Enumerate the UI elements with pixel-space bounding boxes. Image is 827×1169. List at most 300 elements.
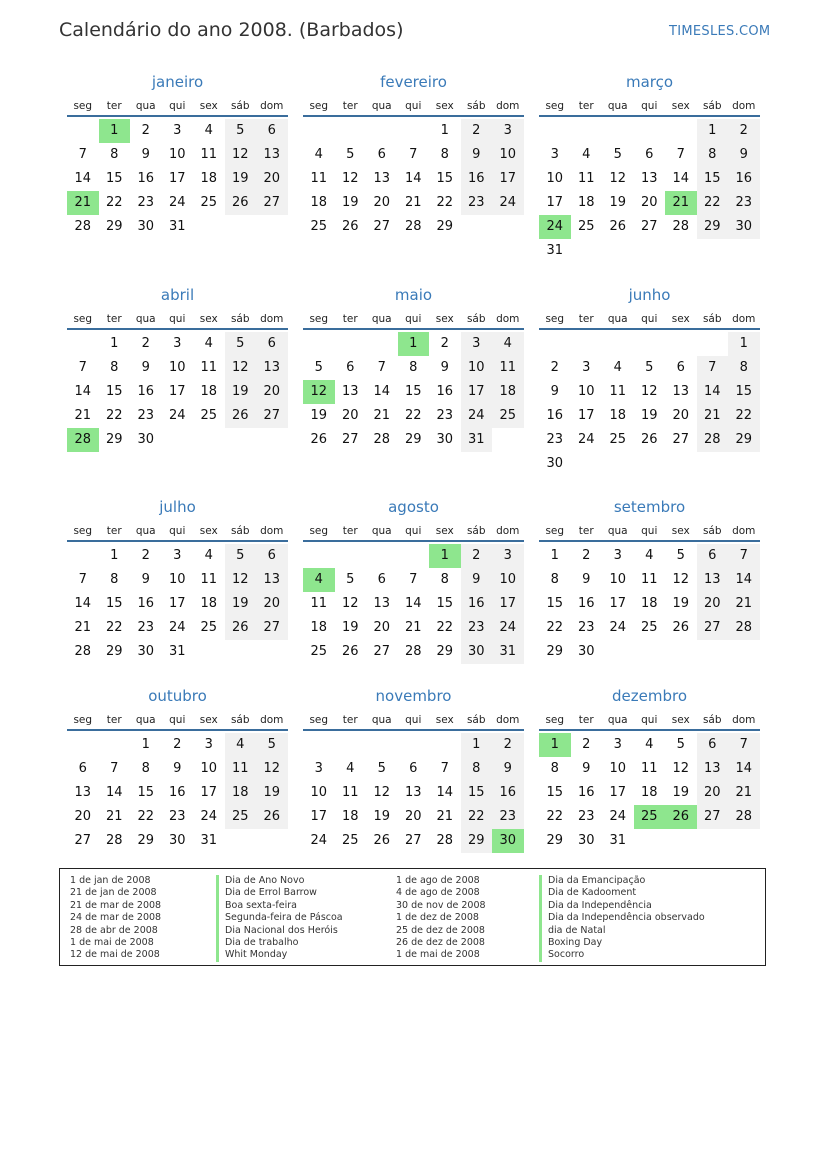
day-cell: 12	[373, 785, 391, 800]
day-cell: 21	[728, 781, 760, 805]
day-cell: 24	[609, 809, 627, 824]
day-cell: 23	[461, 191, 493, 215]
day-cell: 16	[546, 408, 564, 423]
day-cell: 24	[492, 616, 524, 640]
empty-cell	[256, 428, 288, 452]
day-cell: 25	[225, 805, 257, 829]
day-cell: 1	[110, 336, 119, 351]
day-cell: 2	[582, 737, 591, 752]
day-cell: 9	[440, 360, 449, 375]
day-cell: 17	[200, 785, 218, 800]
day-cell: 26	[341, 219, 359, 234]
day-cell: 28	[74, 219, 92, 234]
day-cell: 25	[492, 404, 524, 428]
empty-cell	[429, 733, 461, 757]
day-cell: 27	[373, 219, 391, 234]
day-cell: 6	[256, 544, 288, 568]
day-cell: 6	[377, 572, 386, 587]
day-cell: 22	[546, 620, 564, 635]
day-cell: 15	[461, 781, 493, 805]
day-grid	[67, 733, 288, 853]
day-cell: 7	[440, 761, 449, 776]
day-cell: 26	[225, 191, 257, 215]
empty-cell	[303, 332, 335, 356]
day-grid	[303, 733, 524, 853]
day-cell: 10	[609, 572, 627, 587]
day-cell: 7	[676, 147, 685, 162]
weekday-label: qua	[607, 525, 628, 537]
legend-holiday-name: Socorro	[539, 949, 705, 961]
empty-cell	[366, 733, 398, 757]
weekday-label: qua	[371, 100, 392, 112]
day-cell: 5	[225, 332, 257, 356]
weekday-label: dom	[732, 100, 756, 112]
weekday-label: qui	[405, 100, 422, 112]
day-cell: 27	[74, 833, 92, 848]
day-cell: 17	[168, 384, 186, 399]
empty-cell	[602, 239, 634, 263]
day-cell: 14	[404, 171, 422, 186]
weekday-label: dom	[496, 100, 520, 112]
empty-cell	[162, 428, 194, 452]
day-cell: 6	[697, 733, 729, 757]
day-cell: 26	[341, 644, 359, 659]
holiday-day-cell: 25	[634, 805, 666, 829]
day-cell: 29	[461, 829, 493, 853]
day-cell: 16	[461, 592, 493, 616]
weekday-label: sáb	[702, 100, 722, 112]
holiday-day-cell: 30	[492, 829, 524, 853]
day-cell: 25	[200, 408, 218, 423]
empty-cell	[256, 215, 288, 239]
empty-cell	[665, 332, 697, 356]
month-janeiro	[67, 72, 288, 239]
day-cell: 27	[672, 432, 690, 447]
day-cell: 16	[728, 167, 760, 191]
day-cell: 1	[141, 737, 150, 752]
weekday-label: seg	[545, 714, 565, 726]
day-cell: 23	[546, 432, 564, 447]
day-cell: 23	[728, 191, 760, 215]
day-cell: 11	[225, 757, 257, 781]
day-cell: 13	[697, 757, 729, 781]
empty-cell	[634, 452, 666, 476]
month-julho	[67, 497, 288, 664]
day-cell: 22	[697, 191, 729, 215]
day-cell: 18	[310, 620, 328, 635]
holiday-day-cell: 1	[398, 332, 430, 356]
day-cell: 7	[409, 147, 418, 162]
day-cell: 6	[676, 360, 685, 375]
day-cell: 20	[256, 167, 288, 191]
day-cell: 16	[436, 384, 454, 399]
legend-date: 1 de mai de 2008	[70, 937, 154, 949]
day-cell: 17	[577, 408, 595, 423]
empty-cell	[225, 640, 257, 664]
day-cell: 6	[409, 761, 418, 776]
weekday-label: ter	[578, 313, 594, 325]
day-cell: 17	[492, 592, 524, 616]
empty-cell	[67, 733, 99, 757]
weekday-label: qui	[405, 714, 422, 726]
day-cell: 17	[168, 596, 186, 611]
day-cell: 22	[461, 805, 493, 829]
day-cell: 11	[200, 360, 218, 375]
month-novembro	[303, 686, 524, 853]
day-cell: 13	[373, 171, 391, 186]
day-cell: 18	[640, 785, 658, 800]
day-cell: 28	[728, 805, 760, 829]
day-cell: 27	[697, 805, 729, 829]
day-cell: 18	[200, 596, 218, 611]
day-cell: 16	[492, 781, 524, 805]
day-cell: 12	[640, 384, 658, 399]
day-cell: 30	[577, 833, 595, 848]
day-cell: 20	[74, 809, 92, 824]
day-cell: 22	[436, 620, 454, 635]
day-cell: 8	[550, 761, 559, 776]
day-cell: 11	[577, 171, 595, 186]
day-cell: 14	[74, 171, 92, 186]
weekday-header	[67, 713, 288, 731]
day-grid	[67, 119, 288, 239]
empty-cell	[697, 239, 729, 263]
day-cell: 26	[256, 805, 288, 829]
legend-holiday-name: Dia de Kadooment	[539, 887, 705, 899]
day-cell: 18	[310, 195, 328, 210]
day-cell: 3	[613, 548, 622, 563]
empty-cell	[665, 119, 697, 143]
empty-cell	[461, 215, 493, 239]
empty-cell	[571, 239, 603, 263]
day-cell: 23	[137, 408, 155, 423]
weekday-label: qui	[169, 313, 186, 325]
day-cell: 3	[173, 336, 182, 351]
day-cell: 10	[609, 761, 627, 776]
weekday-header	[303, 713, 524, 731]
day-cell: 20	[256, 592, 288, 616]
day-cell: 28	[728, 616, 760, 640]
empty-cell	[366, 119, 398, 143]
weekday-label: sex	[671, 100, 690, 112]
legend-date: 25 de dez de 2008	[396, 924, 485, 936]
day-cell: 15	[436, 596, 454, 611]
holiday-legend	[59, 868, 766, 966]
day-cell: 8	[110, 147, 119, 162]
day-cell: 19	[672, 785, 690, 800]
empty-cell	[366, 332, 398, 356]
day-cell: 6	[697, 544, 729, 568]
weekday-header	[539, 524, 760, 542]
empty-cell	[492, 215, 524, 239]
weekday-label: sex	[435, 100, 454, 112]
day-cell: 15	[105, 596, 123, 611]
weekday-label: qui	[641, 714, 658, 726]
day-grid	[539, 544, 760, 664]
day-cell: 8	[409, 360, 418, 375]
weekday-label: qua	[607, 313, 628, 325]
day-cell: 3	[461, 332, 493, 356]
legend-names-col1	[216, 875, 343, 962]
day-cell: 2	[461, 544, 493, 568]
day-cell: 13	[256, 568, 288, 592]
day-cell: 25	[310, 219, 328, 234]
empty-cell	[67, 544, 99, 568]
day-cell: 5	[676, 548, 685, 563]
day-cell: 20	[373, 620, 391, 635]
day-cell: 30	[137, 219, 155, 234]
weekday-label: qui	[169, 714, 186, 726]
day-cell: 19	[640, 408, 658, 423]
weekday-label: seg	[309, 100, 329, 112]
day-cell: 22	[436, 195, 454, 210]
legend-holiday-name: Dia da Independência	[539, 900, 705, 912]
month-fevereiro	[303, 72, 524, 239]
day-cell: 10	[577, 384, 595, 399]
day-cell: 4	[204, 548, 213, 563]
day-cell: 27	[404, 833, 422, 848]
day-cell: 10	[200, 761, 218, 776]
weekday-header	[539, 312, 760, 330]
day-cell: 20	[341, 408, 359, 423]
day-cell: 30	[137, 644, 155, 659]
weekday-label: qua	[607, 100, 628, 112]
day-cell: 2	[461, 119, 493, 143]
day-cell: 13	[256, 356, 288, 380]
weekday-label: ter	[342, 313, 358, 325]
day-cell: 1	[110, 548, 119, 563]
day-cell: 19	[225, 592, 257, 616]
weekday-label: qui	[405, 525, 422, 537]
day-cell: 27	[256, 616, 288, 640]
weekday-label: sáb	[230, 313, 250, 325]
weekday-label: dom	[496, 525, 520, 537]
empty-cell	[492, 428, 524, 452]
day-cell: 13	[341, 384, 359, 399]
weekday-label: sex	[435, 313, 454, 325]
weekday-label: sex	[199, 313, 218, 325]
day-cell: 14	[436, 785, 454, 800]
empty-cell	[398, 733, 430, 757]
holiday-day-cell: 1	[99, 119, 131, 143]
weekday-label: dom	[260, 100, 284, 112]
day-cell: 4	[645, 548, 654, 563]
day-cell: 9	[582, 761, 591, 776]
day-cell: 22	[546, 809, 564, 824]
month-maio	[303, 285, 524, 452]
day-cell: 19	[310, 408, 328, 423]
day-cell: 29	[105, 219, 123, 234]
day-cell: 5	[676, 737, 685, 752]
day-cell: 12	[672, 761, 690, 776]
day-cell: 2	[492, 733, 524, 757]
empty-cell	[634, 239, 666, 263]
day-cell: 12	[672, 572, 690, 587]
day-cell: 25	[310, 644, 328, 659]
weekday-label: sex	[671, 313, 690, 325]
empty-cell	[303, 119, 335, 143]
day-cell: 27	[341, 432, 359, 447]
legend-date: 30 de nov de 2008	[396, 899, 486, 911]
day-cell: 5	[377, 761, 386, 776]
legend-date: 1 de mai de 2008	[396, 949, 480, 961]
weekday-label: ter	[342, 100, 358, 112]
day-cell: 7	[697, 356, 729, 380]
day-cell: 25	[200, 195, 218, 210]
weekday-label: seg	[545, 525, 565, 537]
day-cell: 7	[78, 572, 87, 587]
weekday-label: dom	[496, 714, 520, 726]
day-cell: 24	[310, 833, 328, 848]
day-cell: 19	[256, 781, 288, 805]
day-cell: 27	[256, 191, 288, 215]
month-dezembro	[539, 686, 760, 853]
weekday-label: sáb	[702, 313, 722, 325]
day-cell: 3	[613, 737, 622, 752]
day-cell: 1	[461, 733, 493, 757]
day-cell: 1	[697, 119, 729, 143]
day-cell: 15	[137, 785, 155, 800]
month-name: novembro	[375, 687, 452, 705]
legend-date: 1 de dez de 2008	[396, 912, 479, 924]
weekday-label: seg	[73, 100, 93, 112]
day-cell: 25	[577, 219, 595, 234]
month-setembro	[539, 497, 760, 664]
day-cell: 14	[373, 384, 391, 399]
day-grid	[67, 544, 288, 664]
weekday-label: qua	[371, 525, 392, 537]
day-cell: 9	[461, 143, 493, 167]
day-cell: 19	[225, 167, 257, 191]
empty-cell	[193, 640, 225, 664]
empty-cell	[539, 119, 571, 143]
legend-holiday-name: Dia de Ano Novo	[216, 875, 343, 887]
day-cell: 14	[728, 568, 760, 592]
day-cell: 9	[582, 572, 591, 587]
day-cell: 27	[697, 616, 729, 640]
day-cell: 21	[436, 809, 454, 824]
day-cell: 20	[697, 592, 729, 616]
empty-cell	[335, 733, 367, 757]
weekday-label: qui	[169, 100, 186, 112]
day-cell: 11	[200, 147, 218, 162]
day-cell: 19	[341, 195, 359, 210]
day-cell: 24	[492, 191, 524, 215]
day-cell: 31	[461, 428, 493, 452]
weekday-label: sex	[199, 714, 218, 726]
empty-cell	[634, 640, 666, 664]
day-cell: 8	[440, 147, 449, 162]
day-cell: 4	[225, 733, 257, 757]
weekday-label: seg	[309, 525, 329, 537]
day-cell: 19	[672, 596, 690, 611]
empty-cell	[256, 829, 288, 853]
day-cell: 6	[256, 119, 288, 143]
legend-date: 21 de mar de 2008	[70, 899, 162, 911]
legend-dates-col2	[396, 875, 486, 962]
day-cell: 30	[461, 640, 493, 664]
empty-cell	[697, 829, 729, 853]
holiday-day-cell: 21	[67, 191, 99, 215]
day-cell: 26	[225, 404, 257, 428]
weekday-label: dom	[260, 714, 284, 726]
day-cell: 24	[577, 432, 595, 447]
holiday-day-cell: 1	[429, 544, 461, 568]
month-name: fevereiro	[380, 73, 447, 91]
day-cell: 7	[409, 572, 418, 587]
day-cell: 12	[225, 143, 257, 167]
day-cell: 17	[492, 167, 524, 191]
weekday-header	[67, 312, 288, 330]
legend-holiday-name: Segunda-feira de Páscoa	[216, 912, 343, 924]
day-cell: 29	[105, 644, 123, 659]
day-cell: 5	[346, 147, 355, 162]
day-cell: 1	[550, 548, 559, 563]
day-cell: 27	[640, 219, 658, 234]
empty-cell	[602, 119, 634, 143]
day-cell: 7	[78, 147, 87, 162]
day-cell: 4	[613, 360, 622, 375]
day-cell: 11	[609, 384, 627, 399]
day-cell: 11	[640, 572, 658, 587]
day-cell: 4	[204, 123, 213, 138]
day-cell: 28	[74, 644, 92, 659]
site-link[interactable]: TIMESLES.COM	[669, 24, 771, 39]
empty-cell	[67, 332, 99, 356]
day-cell: 29	[546, 644, 564, 659]
weekday-label: dom	[260, 313, 284, 325]
weekday-label: qua	[135, 525, 156, 537]
day-cell: 4	[645, 737, 654, 752]
day-cell: 6	[346, 360, 355, 375]
day-cell: 21	[105, 809, 123, 824]
day-cell: 15	[697, 167, 729, 191]
empty-cell	[99, 733, 131, 757]
day-cell: 19	[341, 620, 359, 635]
month-name: julho	[159, 498, 196, 516]
holiday-day-cell: 1	[539, 733, 571, 757]
day-cell: 31	[546, 243, 564, 258]
weekday-label: ter	[578, 100, 594, 112]
weekday-label: sáb	[230, 525, 250, 537]
day-cell: 3	[314, 761, 323, 776]
legend-holiday-name: Dia de Errol Barrow	[216, 887, 343, 899]
day-cell: 4	[314, 147, 323, 162]
legend-date: 4 de ago de 2008	[396, 887, 480, 899]
month-junho	[539, 285, 760, 476]
day-cell: 3	[204, 737, 213, 752]
holiday-day-cell: 24	[539, 215, 571, 239]
day-cell: 29	[404, 432, 422, 447]
legend-holiday-name: Dia da Emancipação	[539, 875, 705, 887]
day-cell: 24	[609, 620, 627, 635]
day-cell: 5	[225, 119, 257, 143]
day-cell: 8	[110, 360, 119, 375]
empty-cell	[571, 119, 603, 143]
holiday-day-cell: 12	[303, 380, 335, 404]
day-cell: 2	[550, 360, 559, 375]
holiday-day-cell: 4	[303, 568, 335, 592]
day-cell: 28	[672, 219, 690, 234]
day-cell: 13	[256, 143, 288, 167]
day-cell: 8	[110, 572, 119, 587]
day-cell: 25	[609, 432, 627, 447]
weekday-header	[67, 99, 288, 117]
day-cell: 22	[404, 408, 422, 423]
weekday-label: seg	[309, 313, 329, 325]
day-cell: 2	[728, 119, 760, 143]
day-cell: 21	[373, 408, 391, 423]
